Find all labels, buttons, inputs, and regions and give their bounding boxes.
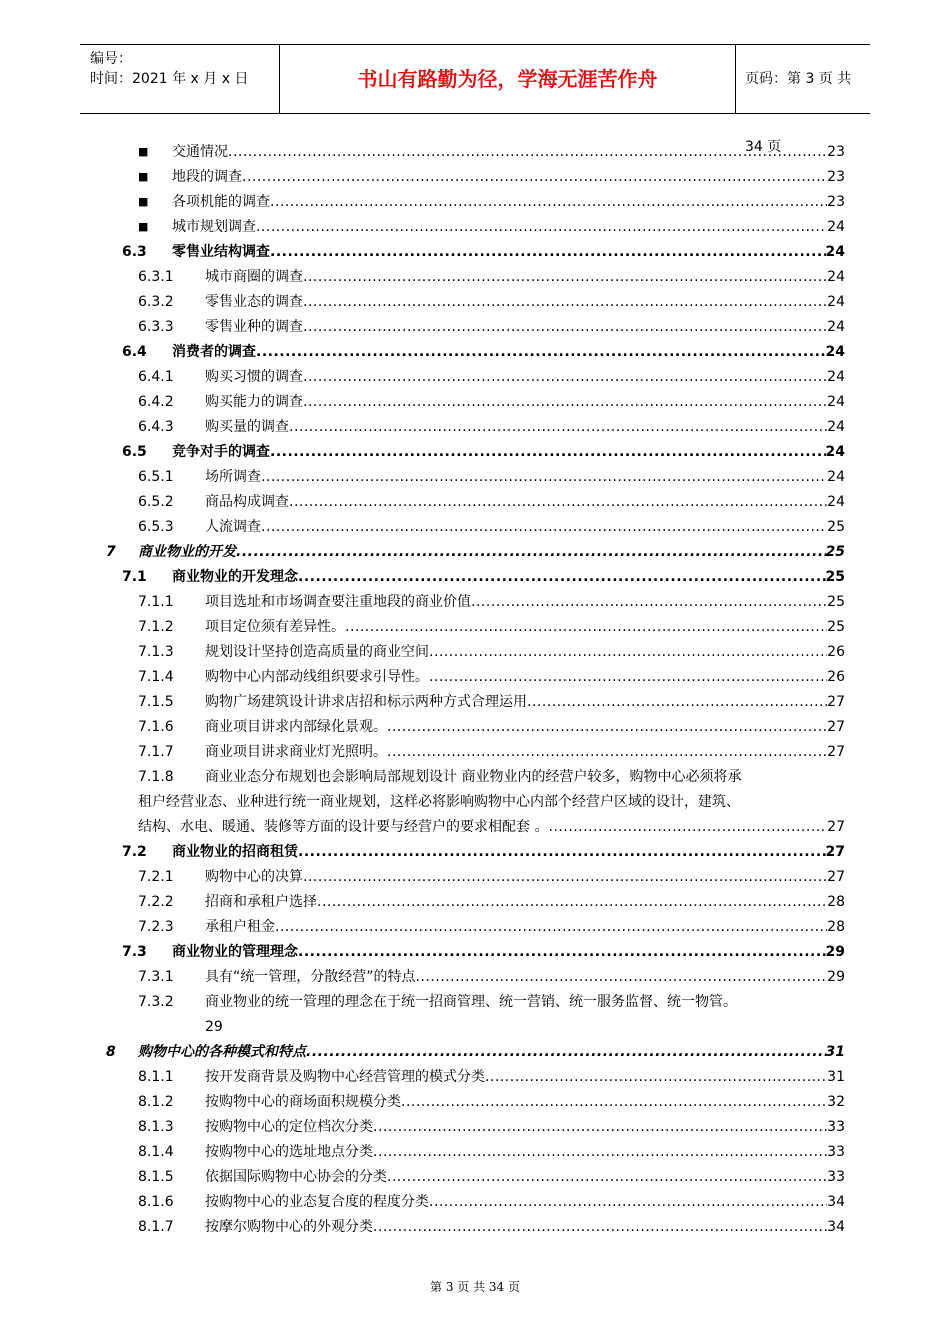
toc-entry[interactable]: 7.2 商业物业的招商租赁 ..... 27 <box>0 840 845 864</box>
toc-entry[interactable]: 6.3.3 零售业种的调查 ..... 24 <box>0 315 845 339</box>
header-motto: 书山有路勤为径，学海无涯苦作舟 <box>280 45 736 113</box>
toc-entry[interactable]: 8.1.3 按购物中心的定位档次分类 ..... 33 <box>0 1115 845 1139</box>
toc-entry[interactable]: 6.4.3 购买量的调查 ..... 24 <box>0 415 845 439</box>
toc-entry[interactable]: 6.4 消费者的调查 ..... 24 <box>0 340 845 364</box>
toc-entry[interactable]: ■ 城市规划调查 ..... 24 <box>0 215 845 239</box>
toc-entry[interactable]: ■ 各项机能的调查 ..... 23 <box>0 190 845 214</box>
header-meta <box>80 45 280 113</box>
square-bullet-icon: ■ <box>138 145 149 158</box>
toc-entry-continuation: 租户经营业态、业种进行统一商业规划，这样必将影响购物中心内部个经营户区域的设计，建筑、 <box>138 794 740 810</box>
toc-entry[interactable]: 7.1.1 项目选址和市场调查要注重地段的商业价值 ..... 25 <box>0 590 845 614</box>
toc-entry-continuation[interactable]: 结构、水电、暖通、装修等方面的设计要与经营户的要求相配套 。 ..... 27 <box>0 815 845 839</box>
toc-entry[interactable]: 7.1.5 购物广场建筑设计讲求店招和标示两种方式合理运用 ..... 27 <box>0 690 845 714</box>
toc-entry[interactable]: 8.1.5 依据国际购物中心协会的分类 ..... 33 <box>0 1165 845 1189</box>
toc-entry[interactable]: 7.3.1 具有“统一管理，分散经营”的特点 ..... 29 <box>0 965 845 989</box>
code-label: 编号： <box>90 51 132 67</box>
toc-entry[interactable]: 6.3 零售业结构调查 ..... 24 <box>0 240 845 264</box>
header-page-label: 页码：第 3 页 共 34 页 <box>745 71 852 155</box>
toc-entry[interactable]: 8.1.4 按购物中心的选址地点分类 ..... 33 <box>0 1140 845 1164</box>
toc-entry[interactable]: 8.1.1 按开发商背景及购物中心经营管理的模式分类 ..... 31 <box>0 1065 845 1089</box>
time-label: 时间：2021 年 x 月 x 日 <box>90 71 249 87</box>
square-bullet-icon: ■ <box>138 220 149 233</box>
toc-entry[interactable]: 8.1.6 按购物中心的业态复合度的程度分类 ..... 34 <box>0 1190 845 1214</box>
toc-entry[interactable]: 7.1.3 规划设计坚持创造高质量的商业空间 ..... 26 <box>0 640 845 664</box>
toc-entry[interactable]: 6.5 竞争对手的调查 ..... 24 <box>0 440 845 464</box>
toc-entry[interactable]: 6.4.2 购买能力的调查 ..... 24 <box>0 390 845 414</box>
square-bullet-icon: ■ <box>138 195 149 208</box>
toc-chapter[interactable]: 8 购物中心的各种模式和特点 ..... 31 <box>0 1040 845 1064</box>
page-footer: 第 3 页 共 34 页 <box>430 1280 520 1294</box>
toc-entry[interactable]: 6.3.2 零售业态的调查 ..... 24 <box>0 290 845 314</box>
toc-entry[interactable]: 7.2.2 招商和承租户选择 ..... 28 <box>0 890 845 914</box>
toc-entry[interactable]: 6.4.1 购买习惯的调查 ..... 24 <box>0 365 845 389</box>
toc-entry[interactable]: ■ 地段的调查 ..... 23 <box>0 165 845 189</box>
toc-chapter[interactable]: 7 商业物业的开发 ..... 25 <box>0 540 845 564</box>
toc-entry[interactable]: 7.2.3 承租户租金 ..... 28 <box>0 915 845 939</box>
toc-entry[interactable]: 7.2.1 购物中心的决算 ..... 27 <box>0 865 845 889</box>
toc-entry[interactable]: 6.5.1 场所调查 ..... 24 <box>0 465 845 489</box>
toc-entry[interactable]: 7.1.7 商业项目讲求商业灯光照明。 ..... 27 <box>0 740 845 764</box>
toc-entry[interactable]: ■ 交通情况 ..... 23 <box>0 140 845 164</box>
toc-entry[interactable]: 8.1.7 按摩尔购物中心的外观分类 ..... 34 <box>0 1215 845 1239</box>
toc-entry[interactable]: 8.1.2 按购物中心的商场面积规模分类 ..... 32 <box>0 1090 845 1114</box>
toc-entry-continuation[interactable]: 29 <box>205 1019 223 1035</box>
toc-entry[interactable]: 7.1.2 项目定位须有差异性。 ..... 25 <box>0 615 845 639</box>
toc-entry[interactable]: 7.1 商业物业的开发理念 ..... 25 <box>0 565 845 589</box>
toc-entry[interactable]: 7.1.8 商业业态分布规划也会影响局部规划设计 商业物业内的经营户较多，购物中心必须将承 <box>138 769 742 785</box>
toc-entry[interactable]: 6.5.3 人流调查 ..... 25 <box>0 515 845 539</box>
toc-entry[interactable]: 7.3.2 商业物业的统一管理的理念在于统一招商管理、统一营销、统一服务监督、统一物管。 <box>138 994 737 1010</box>
square-bullet-icon: ■ <box>138 170 149 183</box>
toc-entry[interactable]: 7.3 商业物业的管理理念 ..... 29 <box>0 940 845 964</box>
toc-entry[interactable]: 7.1.4 购物中心内部动线组织要求引导性。 ..... 26 <box>0 665 845 689</box>
toc-entry[interactable]: 7.1.6 商业项目讲求内部绿化景观。 ..... 27 <box>0 715 845 739</box>
toc-entry[interactable]: 6.5.2 商品构成调查 ..... 24 <box>0 490 845 514</box>
toc-entry[interactable]: 6.3.1 城市商圈的调查 ..... 24 <box>0 265 845 289</box>
